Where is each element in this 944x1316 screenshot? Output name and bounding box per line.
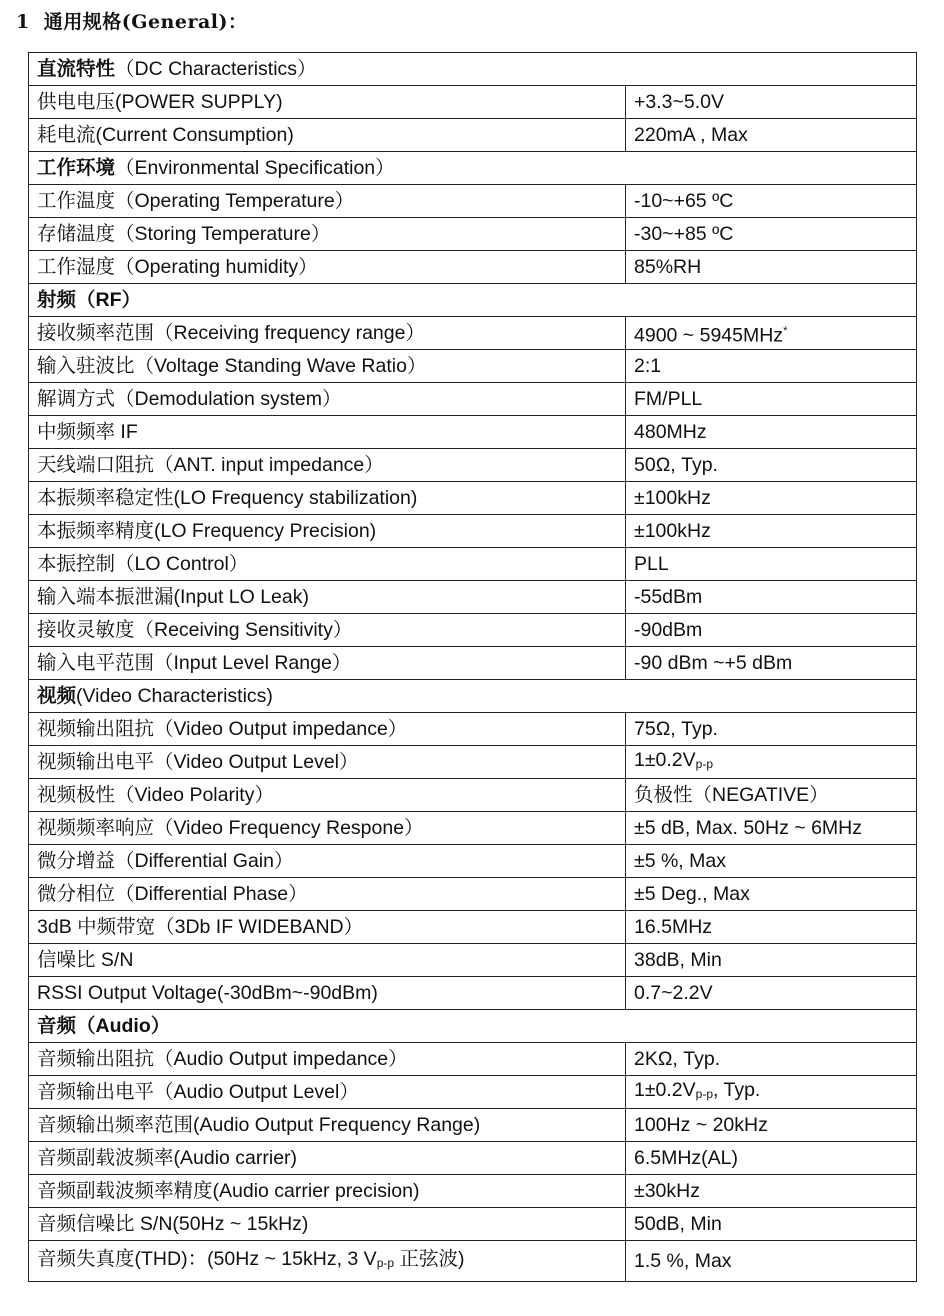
spec-name: 微分增益（Differential Gain） xyxy=(37,850,294,872)
spec-name: 视频输出阻抗（Video Output impedance） xyxy=(37,718,408,740)
spec-value: 1.5 %, Max xyxy=(634,1250,732,1272)
section-header-cell xyxy=(29,53,917,86)
spec-name-cell xyxy=(29,482,626,515)
spec-value-cell xyxy=(626,1208,917,1241)
section-header-cell xyxy=(29,1010,917,1043)
spec-value: 75Ω, Typ. xyxy=(634,718,718,740)
spec-value-cell xyxy=(626,1175,917,1208)
spec-row xyxy=(29,317,917,350)
spec-row xyxy=(29,1043,917,1076)
section-subtitle: （Environmental Specification） xyxy=(115,157,395,179)
spec-name-cell xyxy=(29,185,626,218)
spec-row xyxy=(29,482,917,515)
spec-value: FM/PLL xyxy=(634,388,703,410)
spec-value-cell xyxy=(626,218,917,251)
spec-name: 输入电平范围（Input Level Range） xyxy=(37,652,352,674)
spec-row xyxy=(29,1142,917,1175)
section-subtitle: （DC Characteristics） xyxy=(115,58,317,80)
spec-row xyxy=(29,845,917,878)
spec-name-cell xyxy=(29,713,626,746)
spec-name: 视频输出电平（Video Output Level） xyxy=(37,751,359,773)
spec-name-cell xyxy=(29,779,626,812)
spec-value: 85%RH xyxy=(634,256,702,278)
section-title: 射频（RF） xyxy=(37,289,141,311)
spec-name: 微分相位（Differential Phase） xyxy=(37,883,308,905)
spec-name: 3dB 中频带宽（3Db IF WIDEBAND） xyxy=(37,916,364,938)
spec-name: 解调方式（Demodulation system） xyxy=(37,388,342,410)
spec-value: 2KΩ, Typ. xyxy=(634,1048,721,1070)
section-title: 工作环境 xyxy=(37,157,116,179)
spec-name: 中频频率 IF xyxy=(37,421,138,443)
spec-row xyxy=(29,251,917,284)
spec-row xyxy=(29,713,917,746)
spec-value-cell xyxy=(626,878,917,911)
spec-value: 16.5MHz xyxy=(634,916,713,938)
section-subtitle: (Video Characteristics) xyxy=(76,685,273,707)
spec-name-cell xyxy=(29,218,626,251)
spec-value: 2:1 xyxy=(634,355,662,377)
section-header-cell xyxy=(29,152,917,185)
spec-name: 音频副载波频率精度(Audio carrier precision) xyxy=(37,1180,420,1202)
spec-value-cell xyxy=(626,416,917,449)
section-header-row xyxy=(29,152,917,185)
spec-name-cell xyxy=(29,1043,626,1076)
spec-row xyxy=(29,185,917,218)
spec-name: RSSI Output Voltage(-30dBm~-90dBm) xyxy=(37,982,378,1004)
section-header-row xyxy=(29,680,917,713)
spec-name: 供电电压(POWER SUPPLY) xyxy=(37,91,283,113)
spec-value-cell xyxy=(626,482,917,515)
spec-value: ±30kHz xyxy=(634,1180,700,1202)
spec-value-cell xyxy=(626,119,917,152)
spec-value: -90 dBm ~+5 dBm xyxy=(634,652,793,674)
section-title: 直流特性 xyxy=(37,58,116,80)
spec-table xyxy=(28,52,917,1282)
spec-value: +3.3~5.0V xyxy=(634,91,724,113)
spec-row xyxy=(29,581,917,614)
spec-value-cell xyxy=(626,812,917,845)
spec-value-cell xyxy=(626,713,917,746)
spec-value-cell xyxy=(626,1241,917,1282)
spec-name: 耗电流(Current Consumption) xyxy=(37,124,294,146)
section-title: 视频 xyxy=(37,685,77,707)
spec-value-cell xyxy=(626,383,917,416)
spec-name-cell xyxy=(29,1175,626,1208)
spec-value: 1±0.2V xyxy=(634,1079,696,1101)
spec-value: 0.7~2.2V xyxy=(634,982,713,1004)
spec-row xyxy=(29,812,917,845)
spec-name-cell xyxy=(29,845,626,878)
spec-name-cell xyxy=(29,515,626,548)
spec-name: 工作湿度（Operating humidity） xyxy=(37,256,318,278)
spec-value-cell xyxy=(626,911,917,944)
spec-row xyxy=(29,86,917,119)
spec-value: PLL xyxy=(634,553,669,575)
spec-row xyxy=(29,1208,917,1241)
heading-title: 通用规格(General)： xyxy=(43,11,248,33)
spec-name-cell xyxy=(29,1241,626,1282)
spec-value-cell xyxy=(626,317,917,350)
spec-name-cell xyxy=(29,977,626,1010)
spec-row xyxy=(29,1175,917,1208)
spec-name-cell xyxy=(29,1142,626,1175)
spec-name-tail: 正弦波) xyxy=(394,1248,465,1270)
spec-name-cell xyxy=(29,911,626,944)
spec-name-cell xyxy=(29,449,626,482)
spec-name-cell xyxy=(29,350,626,383)
spec-name-cell xyxy=(29,251,626,284)
spec-row xyxy=(29,449,917,482)
spec-value-subscript: p-p xyxy=(695,1087,714,1101)
spec-row xyxy=(29,383,917,416)
spec-value-cell xyxy=(626,1142,917,1175)
spec-name: 输入驻波比（Voltage Standing Wave Ratio） xyxy=(37,355,427,377)
spec-value: -30~+85 ºC xyxy=(634,223,734,245)
spec-value: ±5 Deg., Max xyxy=(634,883,750,905)
spec-row xyxy=(29,878,917,911)
spec-value: 100Hz ~ 20kHz xyxy=(634,1114,768,1136)
spec-name: 天线端口阻抗（ANT. input impedance） xyxy=(37,454,384,476)
spec-value-cell xyxy=(626,746,917,779)
spec-name-cell xyxy=(29,119,626,152)
section-header-row xyxy=(29,284,917,317)
spec-row xyxy=(29,548,917,581)
spec-row xyxy=(29,1109,917,1142)
spec-name: 视频频率响应（Video Frequency Respone） xyxy=(37,817,424,839)
spec-value-cell xyxy=(626,614,917,647)
spec-row xyxy=(29,515,917,548)
spec-row xyxy=(29,350,917,383)
spec-value-tail: , Typ. xyxy=(713,1079,761,1101)
spec-table-body xyxy=(29,53,917,1282)
spec-value-cell xyxy=(626,251,917,284)
spec-row xyxy=(29,416,917,449)
spec-value: -90dBm xyxy=(634,619,703,641)
spec-name-cell xyxy=(29,383,626,416)
spec-row xyxy=(29,911,917,944)
spec-row xyxy=(29,977,917,1010)
spec-name-cell xyxy=(29,746,626,779)
spec-value: ±100kHz xyxy=(634,520,711,542)
section-header-cell xyxy=(29,284,917,317)
spec-name-cell xyxy=(29,1208,626,1241)
spec-name: 音频失真度(THD)：(50Hz ~ 15kHz, 3 V xyxy=(37,1248,377,1270)
spec-value: 220mA , Max xyxy=(634,124,748,146)
spec-name-cell xyxy=(29,878,626,911)
section-header-cell xyxy=(29,680,917,713)
spec-row xyxy=(29,218,917,251)
spec-row xyxy=(29,779,917,812)
spec-name: 存储温度（Storing Temperature） xyxy=(37,223,331,245)
spec-value: 4900 ~ 5945MHz xyxy=(634,324,784,347)
spec-value-cell xyxy=(626,647,917,680)
section-header-row xyxy=(29,53,917,86)
spec-value-cell xyxy=(626,515,917,548)
spec-name: 本振控制（LO Control） xyxy=(37,553,249,575)
spec-value: 50Ω, Typ. xyxy=(634,454,718,476)
spec-name-cell xyxy=(29,548,626,581)
spec-row xyxy=(29,746,917,779)
section-heading xyxy=(16,7,247,34)
spec-value: 480MHz xyxy=(634,421,707,443)
spec-value-cell xyxy=(626,1109,917,1142)
spec-name: 音频输出电平（Audio Output Level） xyxy=(37,1081,359,1103)
spec-value-cell xyxy=(626,845,917,878)
spec-value-cell xyxy=(626,449,917,482)
spec-row xyxy=(29,119,917,152)
spec-name: 工作温度（Operating Temperature） xyxy=(37,190,355,212)
spec-value: -55dBm xyxy=(634,586,703,608)
spec-name-cell xyxy=(29,812,626,845)
spec-name-cell xyxy=(29,416,626,449)
spec-value-cell xyxy=(626,581,917,614)
spec-name-cell xyxy=(29,647,626,680)
spec-name: 输入端本振泄漏(Input LO Leak) xyxy=(37,586,309,608)
spec-value: ±5 dB, Max. 50Hz ~ 6MHz xyxy=(634,817,862,839)
spec-row xyxy=(29,614,917,647)
spec-value-cell xyxy=(626,185,917,218)
spec-name: 音频输出频率范围(Audio Output Frequency Range) xyxy=(37,1114,481,1136)
spec-name-cell xyxy=(29,1109,626,1142)
spec-value-cell xyxy=(626,548,917,581)
spec-name: 音频输出阻抗（Audio Output impedance） xyxy=(37,1048,408,1070)
spec-value-cell xyxy=(626,1076,917,1109)
spec-name: 本振频率稳定性(LO Frequency stabilization) xyxy=(37,487,418,509)
spec-name-cell xyxy=(29,317,626,350)
spec-row xyxy=(29,1241,917,1282)
spec-value: -10~+65 ºC xyxy=(634,190,734,212)
spec-value-cell xyxy=(626,944,917,977)
spec-name: 视频极性（Video Polarity） xyxy=(37,784,274,806)
spec-name-cell xyxy=(29,86,626,119)
spec-value-cell xyxy=(626,977,917,1010)
spec-name: 本振频率精度(LO Frequency Precision) xyxy=(37,520,377,542)
spec-name-cell xyxy=(29,581,626,614)
spec-row xyxy=(29,1076,917,1109)
spec-value: 6.5MHz(AL) xyxy=(634,1147,739,1169)
spec-name-subscript: p-p xyxy=(376,1256,395,1270)
spec-row xyxy=(29,647,917,680)
spec-value: ±100kHz xyxy=(634,487,711,509)
spec-row xyxy=(29,944,917,977)
spec-value: ±5 %, Max xyxy=(634,850,726,872)
spec-name: 接收频率范围（Receiving frequency range） xyxy=(37,322,425,344)
spec-value-cell xyxy=(626,779,917,812)
spec-name: 信噪比 S/N xyxy=(37,949,134,971)
spec-value: 负极性（NEGATIVE） xyxy=(634,784,829,806)
spec-value: 38dB, Min xyxy=(634,949,722,971)
spec-name-cell xyxy=(29,944,626,977)
spec-value-cell xyxy=(626,350,917,383)
heading-number: 1 xyxy=(16,11,30,33)
section-title: 音频（Audio） xyxy=(37,1015,171,1037)
spec-name-cell xyxy=(29,614,626,647)
spec-value-cell xyxy=(626,1043,917,1076)
spec-value-cell xyxy=(626,86,917,119)
spec-value: 1±0.2V xyxy=(634,749,696,771)
spec-value: 50dB, Min xyxy=(634,1213,722,1235)
spec-value-superscript: * xyxy=(783,324,788,337)
spec-value-subscript: p-p xyxy=(695,757,714,771)
spec-name: 接收灵敏度（Receiving Sensitivity） xyxy=(37,619,353,641)
spec-name: 音频副载波频率(Audio carrier) xyxy=(37,1147,298,1169)
spec-name-cell xyxy=(29,1076,626,1109)
spec-name: 音频信噪比 S/N(50Hz ~ 15kHz) xyxy=(37,1213,309,1235)
section-header-row xyxy=(29,1010,917,1043)
